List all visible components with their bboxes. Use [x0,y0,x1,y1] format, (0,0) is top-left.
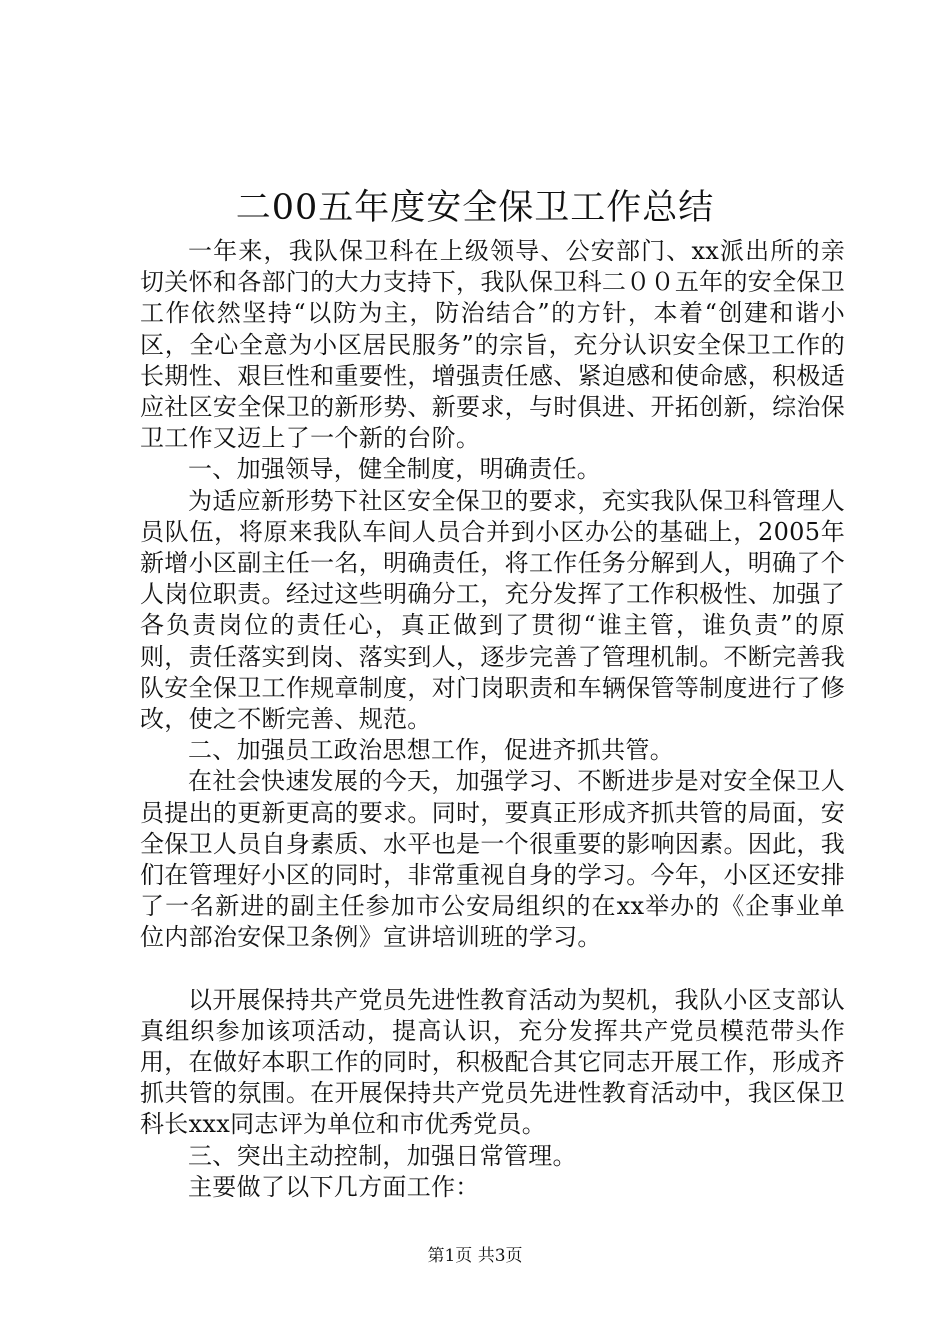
page-title: 二00五年度安全保卫工作总结 [235,188,715,228]
section-heading-2: 二、加强员工政治思想工作，促进齐抓共管。 [188,736,674,765]
page-number-footer: 第1页 共3页 [427,1246,523,1266]
paragraph-gap [140,954,845,985]
document-body [140,236,845,1203]
section-heading-3: 三、突出主动控制，加强日常管理。 [188,1141,577,1170]
paragraph-section-1: 为适应新形势下社区安全保卫的要求，充实我队保卫科管理人员队伍，将原来我队车间人员合并到小区办公的基础上，2005年新增小区副主任一名，明确责任，将工作任务分解到人，明确了个人岗位职责。经过这些明确分工，充分发挥了工作积极性、加强了各负责岗位的责任心，真正做到了贯彻“谁主管，谁负责”的原则，责任落实到岗、落实到人，逐步完善了管理机制。不断完善我队安全保卫工作规章制度，对门岗职责和车辆保管等制度进行了修改，使之不断完善、规范。 [140,486,845,734]
paragraph-section-2: 在社会快速发展的今天，加强学习、不断进步是对安全保卫人员提出的更新更高的要求。同时，要真正形成齐抓共管的局面，安全保卫人员自身素质、水平也是一个很重要的影响因素。因此，我们在管理好小区的同时，非常重视自身的学习。今年，小区还安排了一名新进的副主任参加市公安局组织的在xx举办的《企事业单位内部治安保卫条例》宣讲培训班的学习。 [140,767,845,952]
paragraph-party-education: 以开展保持共产党员先进性教育活动为契机，我队小区支部认真组织参加该项活动，提高认识，充分发挥共产党员模范带头作用，在做好本职工作的同时，积极配合其它同志开展工作，形成齐抓共管的氛围。在开展保持共产党员先进性教育活动中，我区保卫科长xxx同志评为单位和市优秀党员。 [140,985,845,1139]
paragraph-intro: 一年来，我队保卫科在上级领导、公安部门、xx派出所的亲切关怀和各部门的大力支持下，我队保卫科二００五年的安全保卫工作依然坚持“以防为主，防治结合”的方针，本着“创建和谐小区，全心全意为小区居民服务”的宗旨，充分认识安全保卫工作的长期性、艰巨性和重要性，增强责任感、紧迫感和使命感，积极适应社区安全保卫的新形势、新要求，与时俱进、开拓创新，综治保卫工作又迈上了一个新的台阶。 [140,237,845,453]
section-heading-1: 一、加强领导，健全制度，明确责任。 [188,455,602,484]
paragraph-main-work: 主要做了以下几方面工作： [188,1172,480,1201]
